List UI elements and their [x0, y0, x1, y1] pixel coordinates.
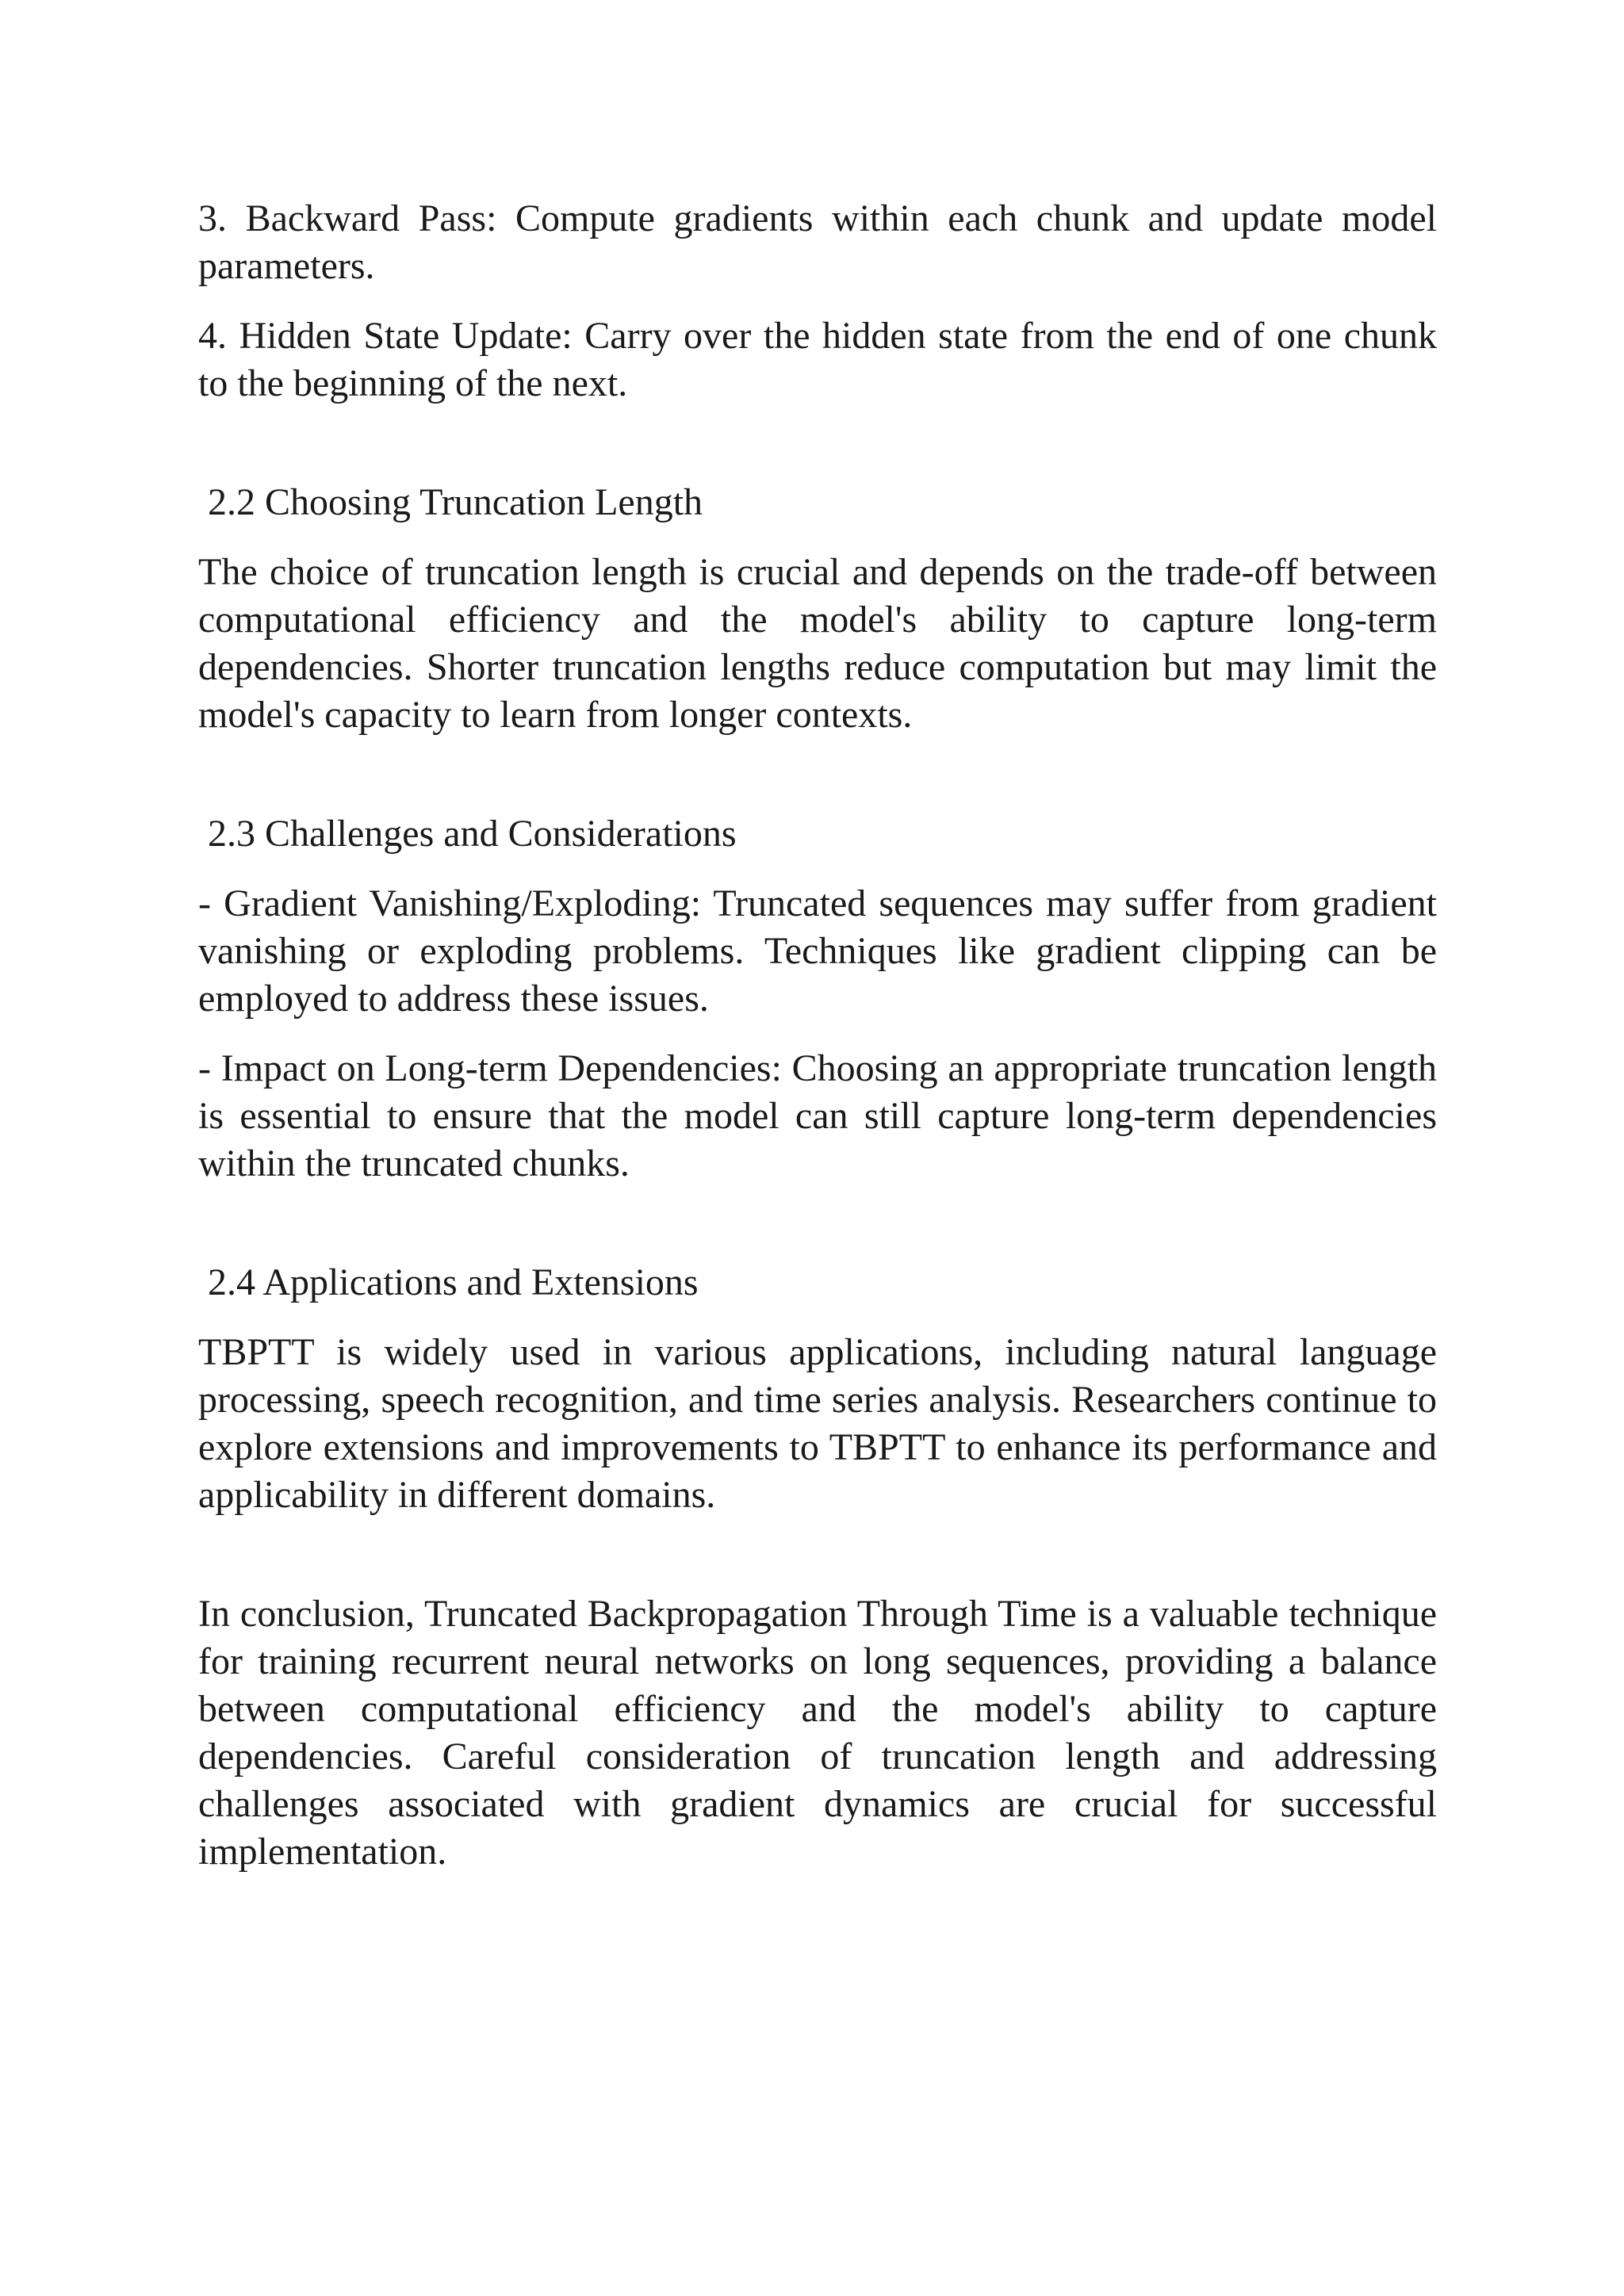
document-body — [198, 195, 1437, 1876]
section-paragraph: TBPTT is widely used in various applications, including natural language processing, speech recognition, and time series analysis. Researchers continue to explore extensions and improvements to TBPTT to enhance its performance and applicability in different domains. — [198, 1331, 1437, 1516]
section-spacer — [198, 408, 1437, 479]
list-item-hidden-state-update: 4. Hidden State Update: Carry over the hidden state from the end of one chunk to the beginning of the next. — [198, 315, 1437, 404]
section-heading-challenges: 2.3 Challenges and Considerations — [208, 813, 737, 855]
section-heading-applications: 2.4 Applications and Extensions — [208, 1261, 699, 1303]
section-paragraph: The choice of truncation length is crucial and depends on the trade-off between computational efficiency and the model's ability to capture long-term dependencies. Shorter truncation lengths reduce computation but may limit the model's capacity to learn from longer contexts. — [198, 551, 1437, 736]
conclusion-paragraph: In conclusion, Truncated Backpropagation Through Time is a valuable technique for training recurrent neural networks on long sequences, providing a balance between computational efficiency and the model's ability to capture dependencies. Careful consideration of truncation length and addressing challenges associated with gradient dynamics are crucial for successful implementation. — [198, 1593, 1437, 1873]
section-spacer — [198, 739, 1437, 810]
section-heading-truncation-length: 2.2 Choosing Truncation Length — [208, 481, 703, 523]
list-item-backward-pass: 3. Backward Pass: Compute gradients within each chunk and update model parameters. — [198, 197, 1437, 287]
section-paragraph: - Gradient Vanishing/Exploding: Truncated sequences may suffer from gradient vanishing or exploding problems. Techniques like gradient clipping can be employed to address these issues. — [198, 882, 1437, 1020]
section-spacer — [198, 1188, 1437, 1259]
section-spacer — [198, 1519, 1437, 1590]
section-paragraph: - Impact on Long-term Dependencies: Choosing an appropriate truncation length is essential to ensure that the model can still capture long-term dependencies within the truncated chunks. — [198, 1047, 1437, 1184]
